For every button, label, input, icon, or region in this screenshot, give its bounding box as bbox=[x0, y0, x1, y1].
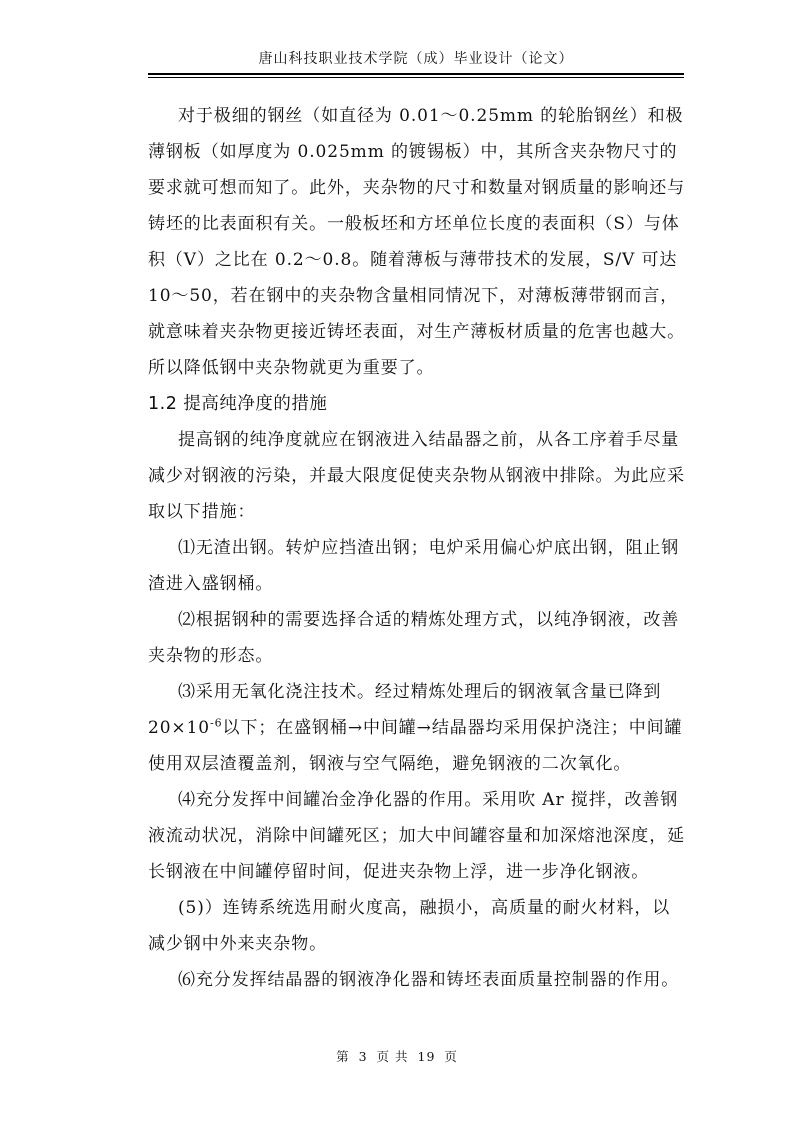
paragraph-inclusion-size: 对于极细的钢丝（如直径为 0.01～0.25mm 的轮胎钢丝）和极薄钢板（如厚度为 0.025mm 的镀锡板）中，其所含夹杂物尺寸的要求就可想而知了。此外，夹杂物的尺寸和数量对钢质量的影响还与铸坯的比表面积有关。一般板坯和方坯单位长度的表面积（S）与体积（V）之比在 0.2～0.8。随着薄板与薄带技术的发展，S/V 可达 10～50，若在钢中的夹杂物含量相同情况下，对薄板薄带钢而言，就意味着夹杂物更接近铸坯表面，对生产薄板材质量的危害也越大。所以降低钢中夹杂物就更为重要了。 bbox=[148, 106, 685, 378]
footer-total-pages: 19 bbox=[417, 1049, 436, 1064]
footer-suffix: 页 bbox=[444, 1049, 458, 1064]
footer-prefix: 第 bbox=[336, 1049, 350, 1064]
list-item-3 bbox=[148, 674, 688, 782]
footer-middle: 页 共 bbox=[376, 1049, 409, 1064]
list-item-6: ⑹充分发挥结晶器的钢液净化器和铸坯表面质量控制器的作用。 bbox=[178, 970, 680, 990]
document-body bbox=[148, 98, 688, 998]
list-item-3-text-b: 以下；在盛钢桶→中间罐→结晶器均采用保护浇注；中间罐使用双层渣覆盖剂，钢液与空气隔绝，避免钢液的二次氧化。 bbox=[148, 718, 683, 774]
list-item-5: (5)）连铸系统选用耐火度高，融损小，高质量的耐火材料，以减少钢中外来夹杂物。 bbox=[148, 898, 671, 954]
list-item-2: ⑵根据钢种的需要选择合适的精炼处理方式，以纯净钢液，改善夹杂物的形态。 bbox=[148, 610, 680, 666]
list-item-4: ⑷充分发挥中间罐冶金净化器的作用。采用吹 Ar 搅拌，改善钢液流动状况，消除中间罐死区；加大中间罐容量和加深熔池深度，延长钢液在中间罐停留时间，促进夹杂物上浮，进一步净化钢液。 bbox=[148, 790, 685, 882]
section-heading: 1.2 提高纯净度的措施 bbox=[148, 394, 328, 414]
list-item-3-text-a: ⑶采用无氧化浇注技术。经过精炼处理后的钢液氧含量已降到 20×10 bbox=[148, 682, 662, 738]
page-footer bbox=[0, 1047, 794, 1065]
page-header-title: 唐山科技职业技术学院（成）毕业设计（论文） bbox=[258, 51, 574, 67]
paragraph-measures-intro: 提高钢的纯净度就应在钢液进入结晶器之前，从各工序着手尽量减少对钢液的污染，并最大限度促使夹杂物从钢液中排除。为此应采取以下措施： bbox=[148, 430, 685, 522]
header-rule-thin bbox=[148, 77, 684, 78]
footer-current-page: 3 bbox=[358, 1049, 368, 1064]
list-item-1: ⑴无渣出钢。转炉应挡渣出钢；电炉采用偏心炉底出钢，阻止钢渣进入盛钢桶。 bbox=[148, 538, 680, 594]
superscript-exponent: -6 bbox=[210, 716, 223, 730]
header-rule-thick bbox=[148, 73, 684, 75]
